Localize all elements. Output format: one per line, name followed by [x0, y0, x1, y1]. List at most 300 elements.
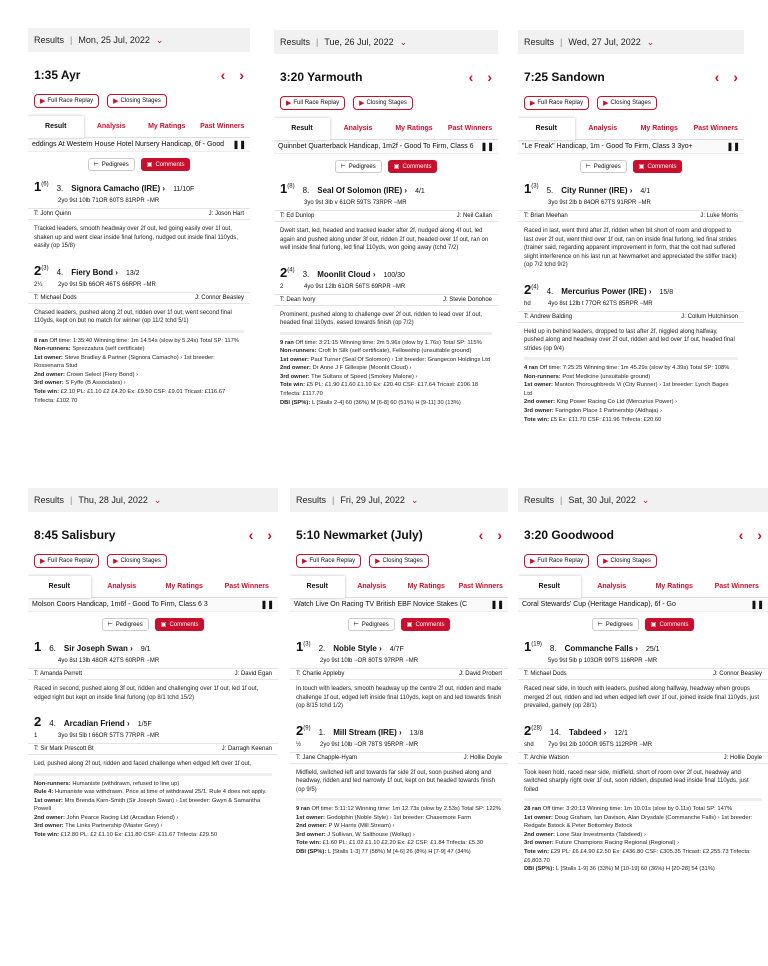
- race-info-line: [34, 797, 272, 814]
- trainer-jockey: [290, 668, 508, 680]
- tab-past-winners[interactable]: Past Winners: [224, 582, 269, 590]
- pause-icon[interactable]: ❚❚: [750, 600, 764, 609]
- trainer-jockey: [518, 210, 744, 222]
- tab-my-ratings[interactable]: My Ratings: [407, 582, 445, 590]
- closing-stages-button[interactable]: [369, 554, 429, 568]
- runner-stats: 5yo 9st 5lb p 103OR 99TS 116RPR −MR: [548, 658, 658, 664]
- race-info: [274, 339, 498, 408]
- race-info-line: [34, 354, 244, 371]
- trainer-jockey: [274, 210, 498, 222]
- horse-name[interactable]: Seal Of Solomon (IRE) ›: [317, 186, 408, 195]
- comments-label: Comments: [169, 621, 199, 628]
- trainer-jockey: [28, 743, 278, 755]
- pedigrees-button[interactable]: [102, 618, 149, 631]
- race-name: eddings At Western House Hotel Nursery Handicap, 6f - Good: [32, 141, 225, 148]
- horse-name[interactable]: Noble Style ›: [333, 644, 382, 653]
- finish-position: 1: [34, 639, 42, 654]
- horse-name[interactable]: Tabdeed ›: [569, 727, 607, 737]
- starting-price: 13/2: [125, 269, 140, 277]
- results-header[interactable]: [290, 488, 508, 512]
- divider: [280, 332, 492, 335]
- finish-position: 1$^{(8)}$: [280, 181, 295, 196]
- comments-label: Comments: [647, 163, 677, 170]
- horse-name[interactable]: Commanche Falls ›: [564, 644, 638, 653]
- tab-past-winners[interactable]: Past Winners: [714, 582, 759, 590]
- finish-position: 2$^{(4)}$: [524, 281, 539, 297]
- starting-price: 13/8: [409, 729, 424, 737]
- prev-race-arrow-icon[interactable]: ‹: [220, 67, 226, 83]
- results-label: Results: [296, 495, 327, 505]
- race-title: 3:20 Yarmouth: [280, 70, 363, 84]
- tab-past-winners[interactable]: Past Winners: [458, 582, 503, 590]
- starting-price: 4/1: [415, 188, 425, 195]
- race-title: 3:20 Goodwood: [524, 528, 614, 542]
- next-race-arrow-icon[interactable]: ›: [497, 527, 502, 543]
- race-info-key: 1st owner:: [524, 814, 553, 821]
- runner-result: [28, 639, 278, 702]
- results-panel: [290, 488, 508, 966]
- race-title: 5:10 Newmarket (July): [296, 528, 423, 542]
- trainer-link[interactable]: T: Ed Dunlop: [280, 213, 315, 219]
- race-info-key: Non-runners:: [280, 348, 317, 355]
- results-date[interactable]: Thu, 28 Jul, 2022: [78, 495, 148, 505]
- trainer-link[interactable]: T: Michael Dods: [524, 671, 567, 677]
- race-info-value: L [Stalls 1-9] 36 (33%) M [10-19] 60 (36%) H [20-28] 54 (31%): [555, 866, 715, 873]
- race-info-line: [34, 379, 244, 388]
- runner-number: 3.: [56, 184, 64, 193]
- pedigrees-button[interactable]: [580, 160, 627, 173]
- finish-position: 2$^{(3)}$: [34, 262, 49, 278]
- tab-analysis[interactable]: Analysis: [588, 124, 618, 132]
- results-date[interactable]: Mon, 25 Jul, 2022: [78, 35, 150, 45]
- finish-position: 2: [34, 714, 42, 729]
- full-race-replay-button[interactable]: [34, 554, 99, 568]
- pedigrees-label: Pedigrees: [348, 163, 376, 170]
- results-label: Results: [524, 495, 555, 505]
- prev-race-arrow-icon[interactable]: ‹: [468, 69, 474, 85]
- runner-number: 3.: [302, 269, 310, 279]
- starting-price: 100/30: [383, 271, 405, 279]
- race-comment: Held up in behind leaders, dropped to last after 2f, niggled along halfway, pushed along and headway over 2f out, ridden and led over 1f out, headed final strides (op 9/4): [524, 328, 735, 352]
- tab-result[interactable]: Result: [28, 576, 91, 598]
- race-info-value: £5 Ex: £11.70 CSF: £11.96 Trifecta: £20.60: [550, 416, 662, 423]
- runner-number: 8.: [549, 644, 557, 653]
- race-info-line: [524, 398, 738, 407]
- runner-header[interactable]: [518, 639, 768, 654]
- comments-label: Comments: [155, 161, 185, 168]
- tab-my-ratings[interactable]: My Ratings: [640, 124, 678, 132]
- runner-header[interactable]: [274, 181, 498, 196]
- chevron-down-icon[interactable]: ⌄: [410, 494, 419, 505]
- trainer-link[interactable]: T: Archie Watson: [524, 754, 569, 761]
- runner-result: [28, 263, 250, 326]
- finish-position: 2$^{(28)}$: [524, 722, 542, 738]
- pause-icon[interactable]: ❚❚: [232, 140, 246, 149]
- closing-stages-button[interactable]: [107, 554, 167, 568]
- race-info-key: Tote win:: [34, 389, 60, 396]
- comments-button[interactable]: [155, 618, 205, 631]
- trainer-jockey: [28, 668, 278, 680]
- pedigrees-button[interactable]: [348, 618, 395, 631]
- race-info-line: [280, 339, 492, 348]
- closing-stages-label: Closing Stages: [120, 98, 161, 104]
- race-comment: In touch with leaders, smooth headway up the centre 2f out, ridden and made challenge 1f out, edged left inside final 110yds, kept on and led towards finish (op 8/15 tchd 1/2): [296, 686, 502, 709]
- tab-result[interactable]: Result: [518, 118, 575, 140]
- jockey-link[interactable]: J: Joson Hart: [208, 211, 244, 217]
- play-icon: ▶: [530, 558, 536, 565]
- runner-header[interactable]: [28, 714, 278, 729]
- comments-button[interactable]: [388, 160, 438, 173]
- pedigrees-button[interactable]: [592, 618, 639, 631]
- results-label: Results: [34, 35, 65, 45]
- header-separator: |: [332, 495, 335, 505]
- jockey-link[interactable]: J: Connor Beasley: [194, 294, 244, 301]
- full-race-replay-label: Full Race Replay: [309, 558, 356, 564]
- tab-result[interactable]: Result: [28, 116, 84, 138]
- results-panel: [28, 488, 278, 966]
- tab-my-ratings[interactable]: My Ratings: [165, 582, 203, 590]
- result-tabs: [274, 118, 498, 140]
- trainer-link[interactable]: T: Andrew Balding: [524, 313, 573, 320]
- results-panel: [28, 28, 250, 478]
- results-date[interactable]: Tue, 26 Jul, 2022: [324, 37, 394, 47]
- prev-race-arrow-icon[interactable]: ‹: [248, 527, 254, 543]
- play-icon: ▶: [40, 558, 46, 565]
- prev-race-arrow-icon[interactable]: ‹: [478, 527, 484, 543]
- chevron-down-icon[interactable]: ⌄: [646, 36, 655, 47]
- results-header[interactable]: [28, 28, 250, 52]
- runner-header[interactable]: [518, 282, 744, 297]
- race-info-value: J Sullivan, W Salthouse (Wollup) ›: [327, 831, 415, 838]
- header-separator: |: [560, 37, 563, 47]
- results-header[interactable]: [274, 30, 498, 54]
- race-info-key: Tote win:: [524, 848, 550, 855]
- runner-number: 5.: [546, 186, 554, 195]
- trainer-jockey: [290, 752, 508, 764]
- runner-stats: hd 4yo 8st 12lb t 77OR 62TS 85RPR −MR: [524, 300, 653, 307]
- race-info-line: [280, 381, 492, 398]
- pause-icon[interactable]: ❚❚: [260, 600, 274, 609]
- race-info-key: 1st owner:: [296, 814, 325, 821]
- prev-race-arrow-icon[interactable]: ‹: [738, 527, 744, 543]
- trainer-link[interactable]: T: Jane Chapple-Hyam: [296, 754, 358, 761]
- horse-name[interactable]: Sir Joseph Swan ›: [63, 644, 133, 653]
- pedigrees-label: Pedigrees: [101, 161, 129, 168]
- race-info-line: [34, 780, 272, 789]
- closing-stages-label: Closing Stages: [366, 100, 407, 106]
- tab-my-ratings[interactable]: My Ratings: [395, 124, 433, 132]
- trainer-jockey: [28, 292, 250, 304]
- results-label: Results: [524, 37, 555, 47]
- race-info-value: Godolphin (Noble Style) › 1st breeder: Chasemore Farm: [326, 814, 471, 821]
- race-info-value: Croft In Silk (self certificate), Fellowship (unsuitable ground): [318, 348, 472, 355]
- race-info-value: Faringdon Place 1 Partnership (Aldhaja) ›: [555, 407, 662, 414]
- race-info: [518, 805, 768, 874]
- runner-result: [518, 282, 744, 354]
- tab-past-winners[interactable]: Past Winners: [693, 124, 738, 132]
- results-header[interactable]: [518, 488, 768, 512]
- runner-header[interactable]: [28, 263, 250, 278]
- closing-stages-label: Closing Stages: [120, 558, 161, 564]
- trainer-link[interactable]: T: Michael Dods: [34, 294, 77, 301]
- runner-stats: 4yo 8st 13lb 48OR 42TS 60RPR −MR: [58, 658, 160, 664]
- race-info-value: S Fyffe (B Associates) ›: [65, 380, 126, 387]
- race-name: Molson Coors Handicap, 1m6f - Good To Firm, Class 6 3: [32, 601, 208, 608]
- pedigrees-button[interactable]: [88, 158, 135, 171]
- race-info-value: Lone Star Investments (Tabdeed) ›: [556, 831, 646, 838]
- chevron-down-icon[interactable]: ⌄: [399, 36, 408, 47]
- finish-position: 1$^{(6)}$: [34, 179, 49, 194]
- horse-name[interactable]: Mill Stream (IRE) ›: [333, 727, 402, 737]
- race-comment: Raced in last, went third after 2f, ridden when bit short of room and dropped to last over 2f out, went third over 1f out, ran on inside final furlong, led final strides (trainer said, regarding apparent improvement in form, that the colt had suffered slight interference on his last run at Newmarket and appreciated the stiffer track) (op 7/2 tchd 9/2): [524, 228, 737, 268]
- pedigree-icon: ⊢: [585, 164, 591, 170]
- race-info-value: £5 PL: £1.90 £1.60 £1.10 Ex: £20.40 CSF: £17.64 Tricast: £106.18 Trifecta: £117.70: [280, 382, 479, 398]
- race-info-value: L [Stalls 1-3] 77 (58%) M [4-6] 26 (8%) H [7-9] 47 (34%): [327, 848, 471, 855]
- closing-stages-button[interactable]: [353, 96, 413, 110]
- jockey-link[interactable]: J: Hollie Doyle: [723, 754, 762, 761]
- result-tabs: [290, 576, 508, 598]
- trainer-link[interactable]: T: Charlie Appleby: [296, 671, 345, 677]
- race-info-key: 2nd owner:: [280, 365, 311, 372]
- next-race-arrow-icon[interactable]: ›: [267, 527, 272, 543]
- next-race-arrow-icon[interactable]: ›: [487, 69, 492, 85]
- runner-number: 2.: [318, 644, 326, 653]
- race-info-line: [34, 831, 272, 840]
- race-name-bar: [28, 598, 278, 612]
- divider: [524, 798, 762, 801]
- starting-price: 12/1: [614, 729, 628, 737]
- runner-header[interactable]: [274, 265, 498, 280]
- pedigrees-label: Pedigrees: [361, 621, 389, 628]
- full-race-replay-button[interactable]: [524, 96, 589, 110]
- horse-name[interactable]: City Runner (IRE) ›: [561, 186, 633, 195]
- race-comment: Raced in second, pushed along 3f out, ridden and challenging over 1f out, led 1f out, edged right but kept on inside final furlong (op 8/1 tchd 15/2): [34, 686, 259, 701]
- comments-button[interactable]: [141, 158, 191, 171]
- horse-name[interactable]: Fiery Bond ›: [71, 267, 118, 277]
- comments-label: Comments: [415, 621, 445, 628]
- tab-result[interactable]: Result: [274, 118, 330, 140]
- closing-stages-button[interactable]: [597, 96, 657, 110]
- runner-result: [28, 714, 278, 769]
- race-info-value: £2.10 PL: £1.10 £2 £4.20 Ex: £9.50 CSF: £9.01 Tricast: £116.67 Trifecta: £102.70: [34, 389, 226, 404]
- horse-name[interactable]: Moonlit Cloud ›: [317, 269, 376, 279]
- chevron-down-icon[interactable]: ⌄: [641, 494, 650, 505]
- race-comment: Dwelt start, led, headed and tracked leader after 2f, nudged along 4f out, led again and pushed along under 3f out, ridden 2f out, headed over 1f out, ran on well inside final furlong, led final 110yds, won going away (tchd 7/2): [280, 228, 489, 251]
- jockey-link[interactable]: J: David Egan: [234, 671, 272, 677]
- pedigree-icon: ⊢: [353, 622, 359, 628]
- race-info-key: 1st owner:: [34, 354, 63, 361]
- runner-number: 6.: [49, 644, 56, 653]
- next-race-arrow-icon[interactable]: ›: [757, 527, 762, 543]
- tab-result[interactable]: Result: [518, 576, 581, 598]
- race-name: Coral Stewards' Cup (Heritage Handicap), 6f - Go: [522, 601, 676, 608]
- pedigrees-button[interactable]: [335, 160, 382, 173]
- runner-result: [274, 181, 498, 253]
- full-race-replay-label: Full Race Replay: [537, 100, 584, 106]
- race-info-key: 9 ran: [280, 339, 294, 346]
- race-info-value: £1.60 PL: £1.02 £1.10 £2.20 Ex: £2 CSF: £1.84 Trifecta: £5.30: [322, 840, 484, 847]
- race-info-key: 1st owner:: [524, 382, 553, 389]
- comment-icon: ▣: [393, 164, 400, 170]
- full-race-replay-label: Full Race Replay: [293, 100, 340, 106]
- runner-number: 4.: [49, 719, 56, 728]
- runner-result: [274, 265, 498, 328]
- runner-header[interactable]: [518, 181, 744, 196]
- results-panel: [274, 30, 498, 470]
- full-race-replay-label: Full Race Replay: [537, 558, 584, 564]
- trainer-link[interactable]: T: Dean Ivory: [280, 296, 316, 303]
- race-info-value: Off time: 5:11:12 Winning time: 1m 12.73s (slow by 2.53s) Total SP: 122%: [311, 806, 501, 812]
- full-race-replay-button[interactable]: [296, 554, 361, 568]
- full-race-replay-label: Full Race Replay: [47, 98, 94, 104]
- results-label: Results: [280, 37, 311, 47]
- result-tabs: [518, 118, 744, 140]
- race-info-line: [296, 814, 502, 823]
- jockey-link[interactable]: J: Darragh Keenan: [221, 746, 272, 752]
- race-comment: Raced near side, in touch with leaders, pushed along halfway, headway when groups merged 2f out, ridden and led when edged left over 1f out, joined inside final 110yds, just prevailed, gamely (op 28/1): [524, 686, 760, 709]
- jockey-link[interactable]: J: Hollie Doyle: [463, 754, 502, 761]
- race-info-value: Humaniste was withdrawn. Price at time of withdrawal 25/1. Rule 4 does not apply.: [54, 789, 267, 796]
- race-info-key: DBI (SP%):: [280, 399, 311, 406]
- runner-number: 4.: [546, 286, 554, 296]
- next-race-arrow-icon[interactable]: ›: [733, 69, 738, 85]
- runner-header[interactable]: [28, 179, 250, 194]
- header-separator: |: [560, 495, 563, 505]
- tab-my-ratings[interactable]: My Ratings: [148, 122, 186, 130]
- trainer-link[interactable]: T: Sir Mark Prescott Bt: [34, 746, 94, 752]
- jockey-link[interactable]: J: Neil Callan: [456, 213, 492, 219]
- starting-price: 9/1: [140, 646, 151, 653]
- results-date[interactable]: Wed, 27 Jul, 2022: [568, 37, 641, 47]
- runner-stats: ½ 2yo 9st 10lb −OR 78TS 95RPR −MR: [296, 741, 419, 748]
- race-info-value: Steve Bradley & Partner (Signora Camacho) › 1st breeder: Rossenarra Stud: [34, 354, 215, 370]
- trainer-link[interactable]: T: Brian Meehan: [524, 213, 568, 219]
- runner-stats: 3yo 9st 2lb b 84OR 67TS 91RPR −MR: [548, 200, 651, 206]
- pause-icon[interactable]: ❚❚: [726, 142, 740, 151]
- comments-button[interactable]: [633, 160, 683, 173]
- horse-name[interactable]: Mercurius Power (IRE) ›: [561, 286, 652, 296]
- comment-icon: ▣: [160, 622, 167, 628]
- chevron-down-icon[interactable]: ⌄: [153, 494, 162, 505]
- race-info-key: 2nd owner:: [296, 823, 327, 830]
- tab-analysis[interactable]: Analysis: [96, 122, 126, 130]
- race-info-value: Off time: 1:35:40 Winning time: 1m 14.54s (slow by 5.24s) Total SP: 117%: [49, 337, 239, 344]
- race-info-value: Off time: 3:21:15 Winning time: 2m 5.96s (slow by 1.76s) Total SP: 115%: [295, 339, 482, 346]
- closing-stages-button[interactable]: [597, 554, 657, 568]
- tab-result[interactable]: Result: [290, 576, 345, 598]
- jockey-link[interactable]: J: Collum Hutchinson: [681, 313, 738, 320]
- race-comment: Midfield, switched left and towards far side 2f out, soon pushed along and headway, ridden and led narrowly 1f out, kept on but headed towards finish (op 9/5): [296, 769, 496, 793]
- full-race-replay-button[interactable]: [34, 94, 99, 108]
- starting-price: 4/1: [640, 188, 651, 195]
- closing-stages-label: Closing Stages: [610, 558, 651, 564]
- race-info-line: [524, 814, 762, 831]
- jockey-link[interactable]: J: Connor Beasley: [712, 671, 762, 677]
- runner-header[interactable]: [518, 723, 768, 738]
- trainer-jockey: [28, 208, 250, 220]
- race-comment: Led, pushed along 2f out, ridden and faced challenge when edged left over 1f out,: [34, 761, 252, 767]
- jockey-link[interactable]: J: Stevie Donohoe: [442, 296, 492, 303]
- race-info-key: 2nd owner:: [34, 371, 65, 378]
- horse-name[interactable]: Signora Camacho (IRE) ›: [71, 184, 166, 193]
- starting-price: 15/8: [659, 288, 674, 296]
- starting-price: 4/7F: [389, 646, 404, 653]
- play-icon: ▶: [302, 558, 308, 565]
- race-info-key: 3rd owner:: [34, 380, 64, 387]
- race-info-value: Doug Graham, Ian Davison, Alan Drysdale (Commanche Falls) › 1st breeder: Redgate Bstock & Peter Bottomley Bstock: [524, 814, 753, 830]
- race-info-key: Tote win:: [34, 832, 60, 839]
- runner-header[interactable]: [290, 723, 508, 738]
- chevron-down-icon[interactable]: ⌄: [155, 34, 164, 45]
- race-info-line: [34, 822, 272, 831]
- tab-my-ratings[interactable]: My Ratings: [655, 582, 693, 590]
- full-race-replay-button[interactable]: [524, 554, 589, 568]
- runner-stats: 2yo 9st 10lb −OR 80TS 97RPR −MR: [320, 658, 419, 664]
- race-info-key: Rule 4:: [34, 789, 54, 796]
- trainer-jockey: [518, 311, 744, 323]
- race-info-key: 2nd owner:: [524, 831, 555, 838]
- trainer-link[interactable]: T: John Quinn: [34, 211, 72, 217]
- pause-icon[interactable]: ❚❚: [480, 142, 494, 151]
- race-info-key: Tote win:: [280, 382, 306, 389]
- race-info-value: John Pearce Racing Ltd (Arcadian Friend) ›: [66, 814, 179, 821]
- race-info-value: Future Champions Racing Regional (Regional) ›: [555, 840, 679, 847]
- jockey-link[interactable]: J: Luke Morris: [700, 213, 738, 219]
- runner-header[interactable]: [290, 639, 508, 654]
- runner-number: 1.: [318, 727, 326, 737]
- runner-stats: shd 7yo 9st 2lb 100OR 95TS 112RPR −MR: [524, 741, 653, 748]
- comments-label: Comments: [402, 163, 432, 170]
- comments-button[interactable]: [645, 618, 695, 631]
- race-info-key: Non-runners:: [524, 373, 561, 380]
- race-info-key: 9 ran: [296, 806, 310, 812]
- race-info-key: 3rd owner:: [296, 831, 326, 838]
- tab-past-winners[interactable]: Past Winners: [447, 124, 493, 132]
- pause-icon[interactable]: ❚❚: [490, 600, 504, 609]
- race-title: 1:35 Ayr: [34, 68, 81, 82]
- jockey-link[interactable]: J: David Probert: [458, 671, 502, 677]
- results-header[interactable]: [28, 488, 278, 512]
- tab-analysis[interactable]: Analysis: [343, 124, 373, 132]
- race-info-line: [280, 356, 492, 365]
- results-date[interactable]: Fri, 29 Jul, 2022: [340, 495, 405, 505]
- comments-button[interactable]: [401, 618, 451, 631]
- race-name-bar: [518, 140, 744, 154]
- tab-analysis[interactable]: Analysis: [597, 582, 627, 590]
- tab-analysis[interactable]: Analysis: [357, 582, 387, 590]
- closing-stages-button[interactable]: [107, 94, 167, 108]
- runner-header[interactable]: [28, 639, 278, 654]
- results-header[interactable]: [518, 30, 744, 54]
- full-race-replay-label: Full Race Replay: [47, 558, 94, 564]
- race-info-line: [280, 364, 492, 373]
- race-info-key: Non-runners:: [34, 780, 71, 787]
- race-info-line: [296, 848, 502, 857]
- next-race-arrow-icon[interactable]: ›: [239, 67, 244, 83]
- divider: [34, 773, 272, 776]
- full-race-replay-button[interactable]: [280, 96, 345, 110]
- race-info-value: Mrs Brenda Karn-Smith (Sir Joseph Swan) › 1st breeder: Gwyn & Samantha Powell: [34, 797, 261, 813]
- trainer-link[interactable]: T: Amanda Perrett: [34, 671, 83, 677]
- tab-past-winners[interactable]: Past Winners: [200, 122, 245, 130]
- prev-race-arrow-icon[interactable]: ‹: [714, 69, 720, 85]
- tab-analysis[interactable]: Analysis: [107, 582, 137, 590]
- pedigrees-label: Pedigrees: [605, 621, 633, 628]
- race-info-line: [524, 865, 762, 874]
- results-date[interactable]: Sat, 30 Jul, 2022: [568, 495, 636, 505]
- horse-name[interactable]: Arcadian Friend ›: [63, 719, 130, 728]
- race-info-key: 3rd owner:: [524, 407, 554, 414]
